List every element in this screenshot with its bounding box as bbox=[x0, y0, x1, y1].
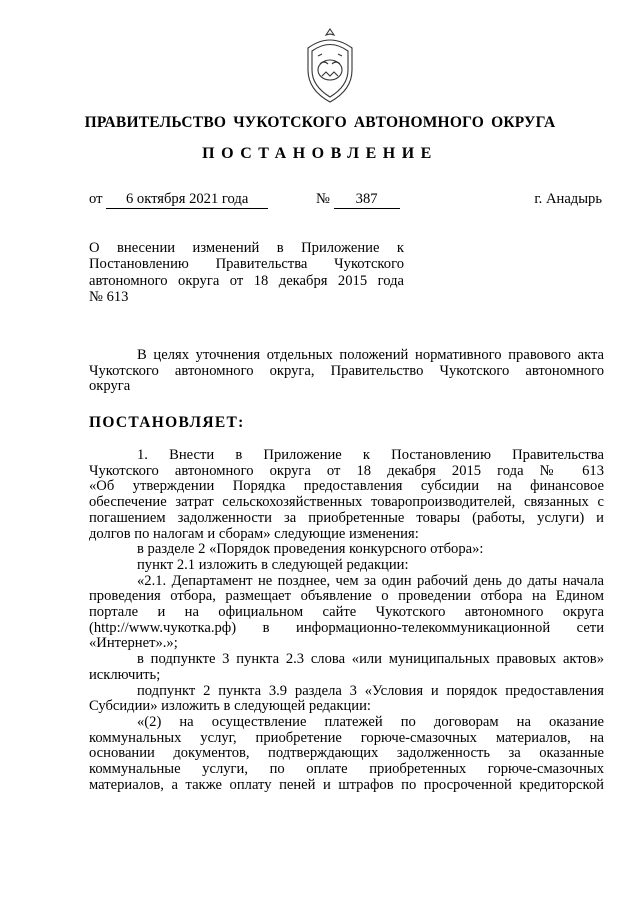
body-line: пункт 2.1 изложить в следующей редакции: bbox=[137, 556, 409, 573]
body-line: долгов по налогам и сборам» следующие изменения: bbox=[89, 525, 419, 542]
government-name: ПРАВИТЕЛЬСТВО ЧУКОТСКОГО АВТОНОМНОГО ОКРУГА bbox=[84, 114, 556, 131]
title-line: № 613 bbox=[89, 288, 129, 305]
document-number: 387 bbox=[334, 191, 400, 209]
document-type: ПОСТАНОВЛЕНИЕ bbox=[202, 145, 438, 162]
document-date: 6 октября 2021 года bbox=[106, 191, 268, 209]
body-line: (http://www.чукотка.рф) в информационно-телекоммуникационной сети bbox=[89, 619, 604, 636]
body-line: обеспечение затрат сельскохозяйственных товаропроизводителей, связанных с bbox=[89, 494, 604, 511]
body-line: коммунальные услуги, по оплате приобретенных горюче-смазочных bbox=[89, 761, 604, 778]
preamble-line: В целях уточнения отдельных положений нормативного правового акта bbox=[137, 347, 604, 363]
body-line: погашением задолженности за приобретенные товары (работы, услуги) и bbox=[89, 509, 604, 526]
document-title bbox=[89, 240, 404, 305]
document-body bbox=[89, 448, 604, 793]
preamble-line: округа bbox=[89, 378, 131, 395]
preamble-line: Чукотского автономного округа, Правительство Чукотского автономного bbox=[89, 362, 604, 379]
preamble bbox=[89, 348, 604, 395]
number-prefix: № bbox=[316, 191, 330, 207]
title-line: Постановлению Правительства Чукотского bbox=[89, 256, 404, 273]
date-prefix: от bbox=[89, 191, 103, 207]
body-line: подпункт 2 пункта 3.9 раздела 3 «Условия и порядок предоставления bbox=[137, 682, 604, 699]
body-line: материалов, а также оплату пеней и штрафов по просроченной кредиторской bbox=[89, 776, 604, 793]
resolves-heading: ПОСТАНОВЛЯЕТ: bbox=[89, 414, 245, 431]
number-line bbox=[316, 191, 400, 209]
title-line: автономного округа от 18 декабря 2015 года bbox=[89, 272, 404, 289]
body-line: проведения отбора, размещает объявление о проведении отбора на Едином bbox=[89, 588, 604, 605]
body-line: коммунальных услуг, приобретение горюче-смазочных материалов, на bbox=[89, 729, 604, 746]
body-line: портале и на официальном сайте Чукотского автономного округа bbox=[89, 604, 604, 621]
body-line: 1. Внести в Приложение к Постановлению Правительства bbox=[137, 447, 604, 463]
body-line: Чукотского автономного округа от 18 декабря 2015 года № 613 bbox=[89, 462, 604, 479]
body-line: «(2) на осуществление платежей по договорам на оказание bbox=[137, 713, 604, 730]
body-line: «Интернет».»; bbox=[89, 635, 178, 652]
body-line: основании документов, подтверждающих задолженность за оказанные bbox=[89, 745, 604, 762]
date-line bbox=[89, 191, 268, 209]
coat-of-arms-emblem bbox=[298, 26, 362, 106]
body-line: «2.1. Департамент не позднее, чем за один рабочий день до даты начала bbox=[137, 572, 604, 589]
body-line: Субсидии» изложить в следующей редакции: bbox=[89, 698, 371, 715]
body-line: «Об утверждении Порядка предоставления субсидии на финансовое bbox=[89, 478, 604, 495]
document-place: г. Анадырь bbox=[534, 191, 602, 207]
title-line: О внесении изменений в Приложение к bbox=[89, 240, 404, 256]
body-line: в подпункте 3 пункта 2.3 слова «или муниципальных правовых актов» bbox=[137, 651, 604, 668]
body-line: исключить; bbox=[89, 666, 161, 683]
body-line: в разделе 2 «Порядок проведения конкурсного отбора»: bbox=[137, 541, 484, 558]
